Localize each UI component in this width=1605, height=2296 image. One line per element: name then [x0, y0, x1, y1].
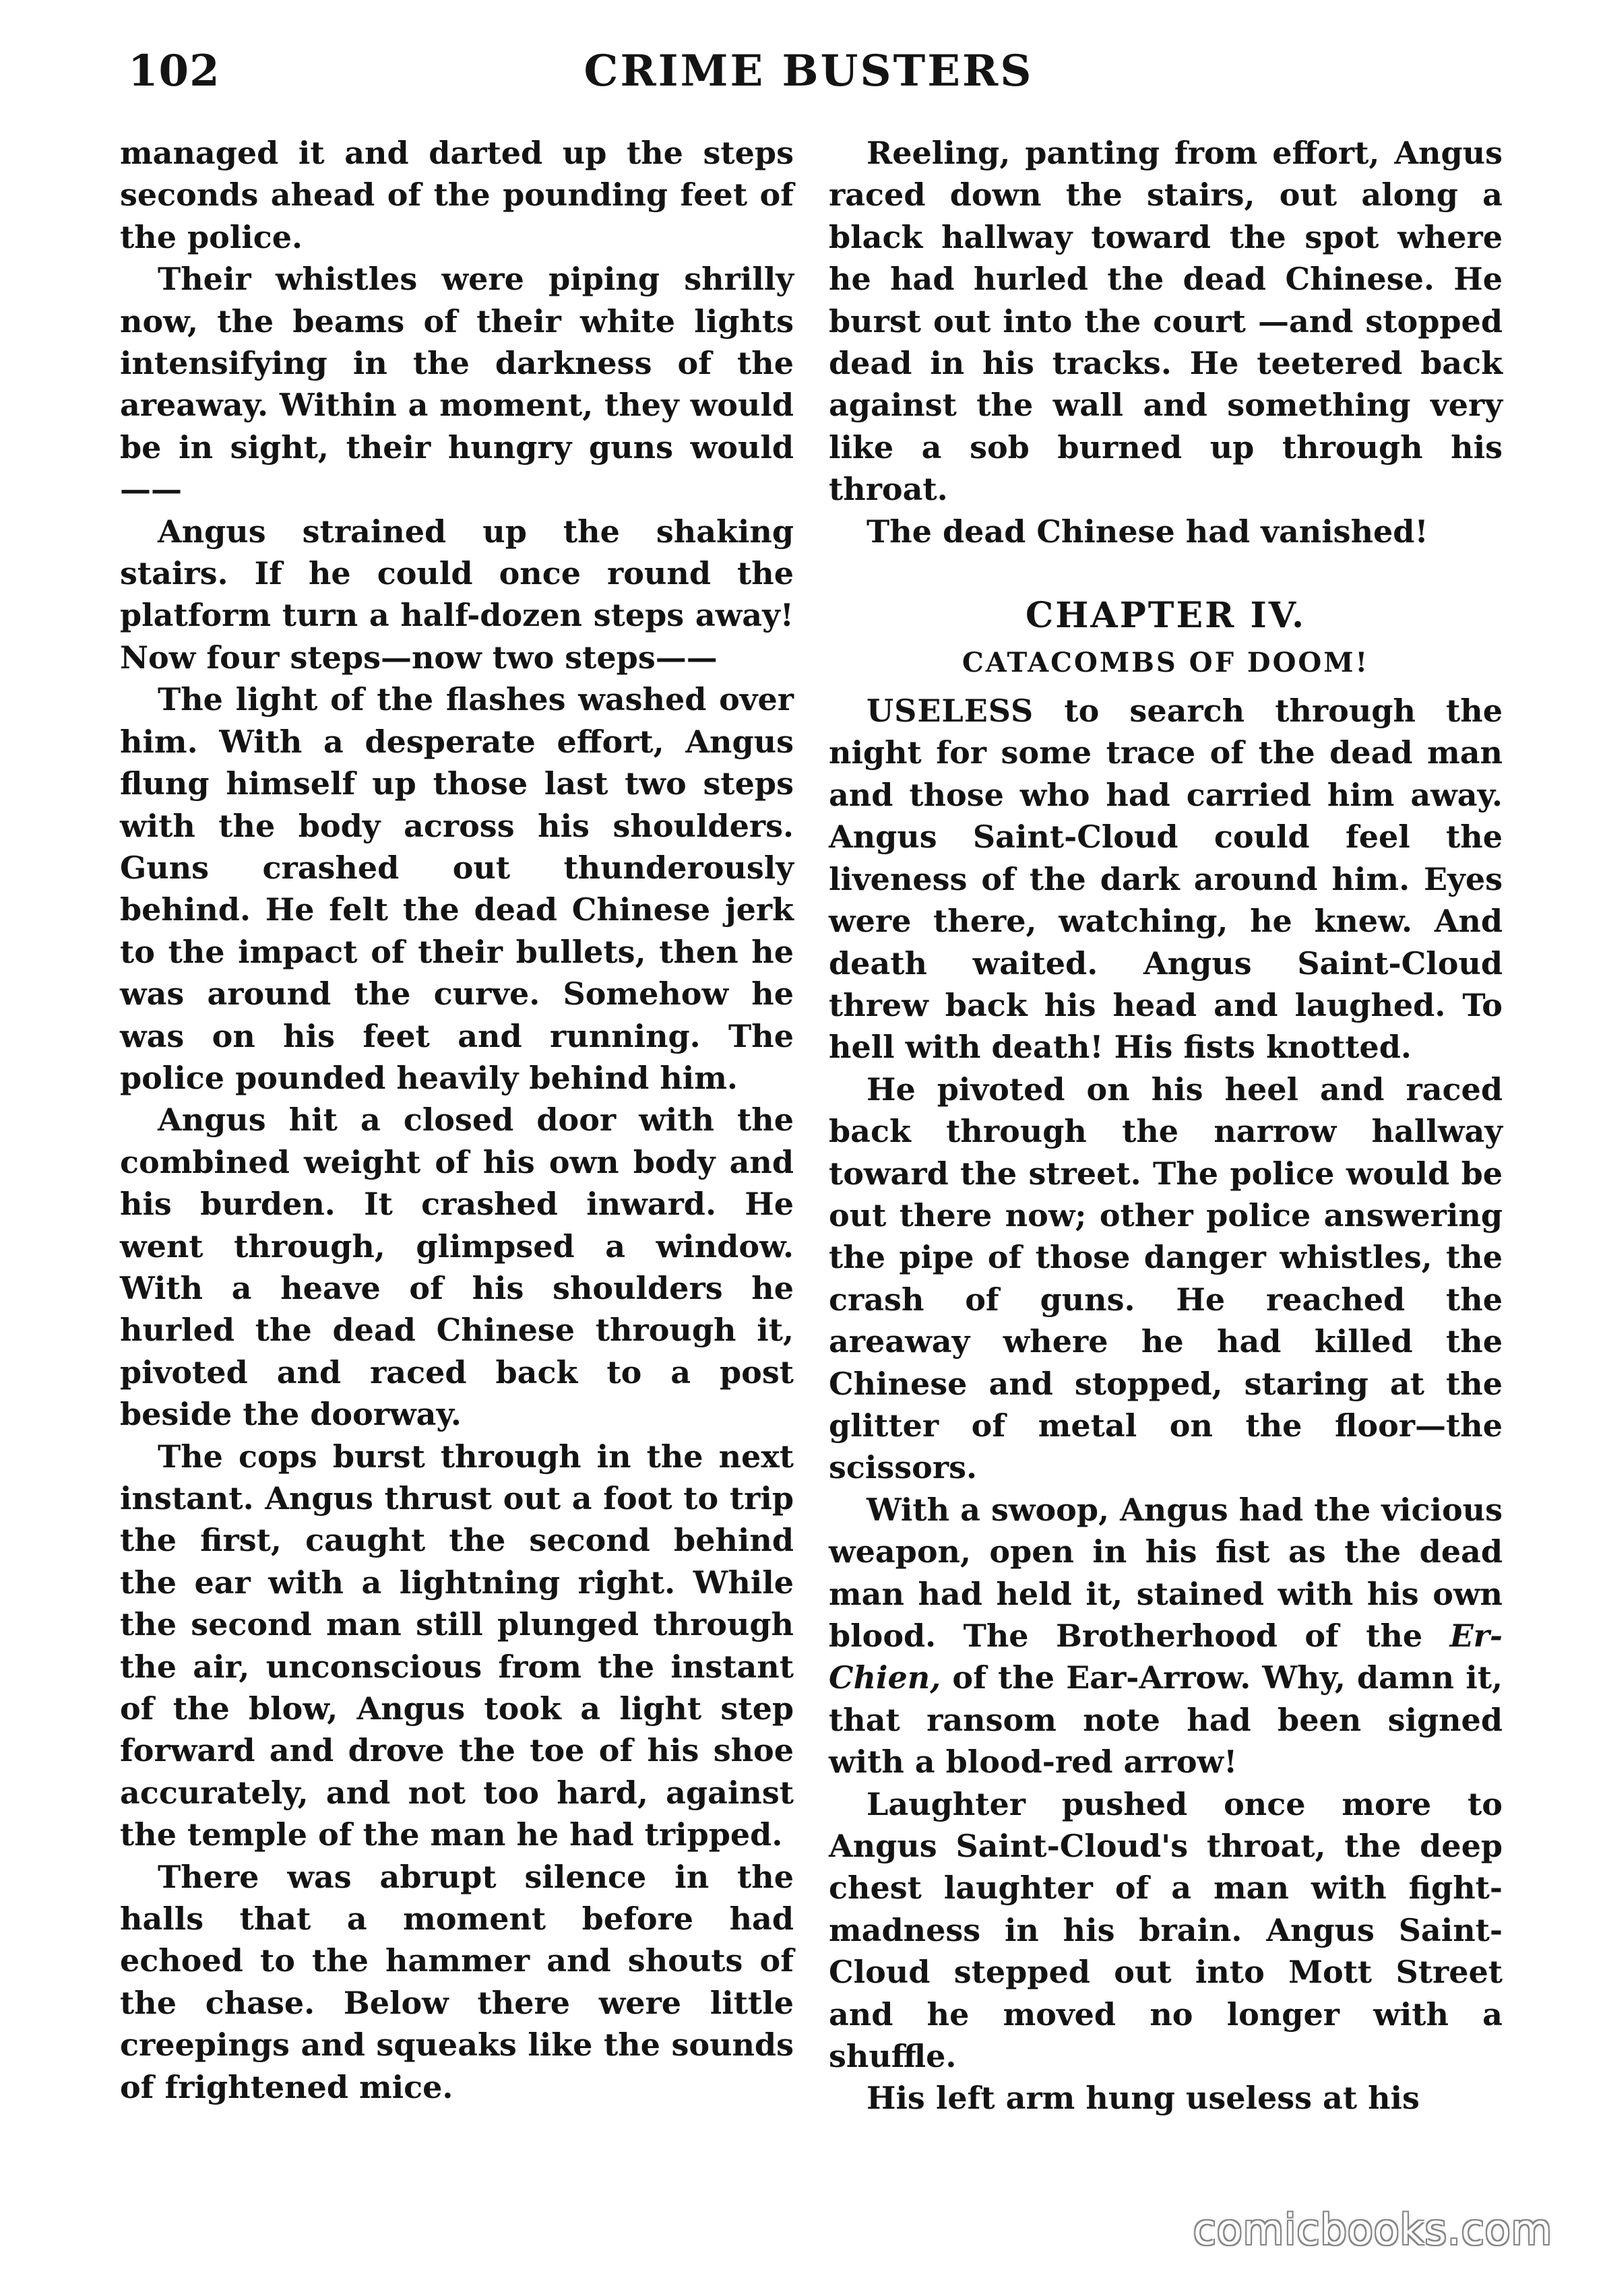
watermark: comicbooks.com [1193, 2205, 1552, 2254]
chapter-opening-text: to search through the night for some trace of the dead man and those who had carried him away. Angus Saint-Cloud could feel the liveness of the dark around him. Eyes were there, watching, he knew. And death waited. Angus Saint-Cloud threw back his head and laughed. To hell with death! His fists knotted. [829, 693, 1503, 1066]
chapter-opening-paragraph [829, 690, 1503, 1069]
paragraph: The cops burst through in the next instant. Angus thrust out a foot to trip the first, caught the second behind the ear with a lightning right. While the second man still plunged through the air, unconscious from the instant of the blow, Angus took a light step forward and drove the toe of his shoe accurately, and not too hard, against the temple of the man he had tripped. [120, 1438, 794, 1853]
chapter-subtitle: CATACOMBS OF DOOM! [962, 647, 1370, 679]
paragraph: Reeling, panting from effort, Angus raced down the stairs, out along a black hallway toward the spot where he had hurled the dead Chinese. He burst out into the court —and stopped dead in his tracks. He teetered back against the wall and something very like a sob burned up through his throat. [829, 135, 1503, 508]
paragraph: Laughter pushed once more to Angus Saint-Cloud's throat, the deep chest laughter of a man with fight-madness in his brain. Angus Saint-Cloud stepped out into Mott Street and he moved no longer with a shuffle. [829, 1785, 1503, 2075]
italic-term: Er-Chien, [829, 1618, 1503, 1696]
paragraph: Angus hit a closed door with the combined weight of his own body and his burden. It crashed inward. He went through, glimpsed a window. With a heave of his shoulders he hurled the dead Chinese through it, pivoted and raced back to a post beside the doorway. [120, 1102, 794, 1433]
chapter-first-word: USELESS [867, 693, 1034, 730]
paragraph: Angus strained up the shaking stairs. If he could once round the platform turn a half-dozen steps away! Now four steps—now two steps—— [120, 513, 794, 676]
paragraph: managed it and darted up the steps seconds ahead of the pounding feet of the police. [120, 135, 794, 255]
right-column [829, 132, 1503, 2119]
paragraph: Their whistles were piping shrilly now, the beams of their white lights intensifying in the darkness of the areaway. Within a moment, they would be in sight, their hungry guns would—— [120, 261, 794, 508]
left-column [120, 132, 794, 2108]
paragraph: The light of the flashes washed over him. With a desperate effort, Angus flung himself up those last two steps with the body across his shoulders. Guns crashed out thunderously behind. He felt the dead Chinese jerk to the impact of their bullets, then he was around the curve. Somehow he was on his feet and running. The police pounded heavily behind him. [120, 681, 794, 1096]
paragraph: There was abrupt silence in the halls that a moment before had echoed to the hammer and shouts of the chase. Below there were little creepings and squeaks like the sounds of frightened mice. [120, 1858, 794, 2105]
page-header [115, 39, 1503, 113]
chapter-heading: CHAPTER IV. [1025, 595, 1307, 637]
paragraph: He pivoted on his heel and raced back through the narrow hallway toward the street. The police would be out there now; other police answering the pipe of those danger whistles, the crash of guns. He reached the areaway where he had killed the Chinese and stopped, staring at the glitter of metal on the floor—the scissors. [829, 1071, 1503, 1486]
paragraph: The dead Chinese had vanished! [867, 513, 1428, 550]
running-title: CRIME BUSTERS [584, 46, 1034, 96]
paragraph [829, 1489, 1503, 1783]
paragraph: His left arm hung useless at his [867, 2080, 1420, 2117]
page-number: 102 [128, 46, 220, 96]
paragraph-text: With a swoop, Angus had the vicious weapon, open in his fist as the dead man had held it, stained with his own blood. The Brotherhood of the [829, 1491, 1503, 1654]
paragraph-text: of the Ear-Arrow. Why, damn it, that ransom note had been signed with a blood-red arrow! [829, 1659, 1503, 1781]
